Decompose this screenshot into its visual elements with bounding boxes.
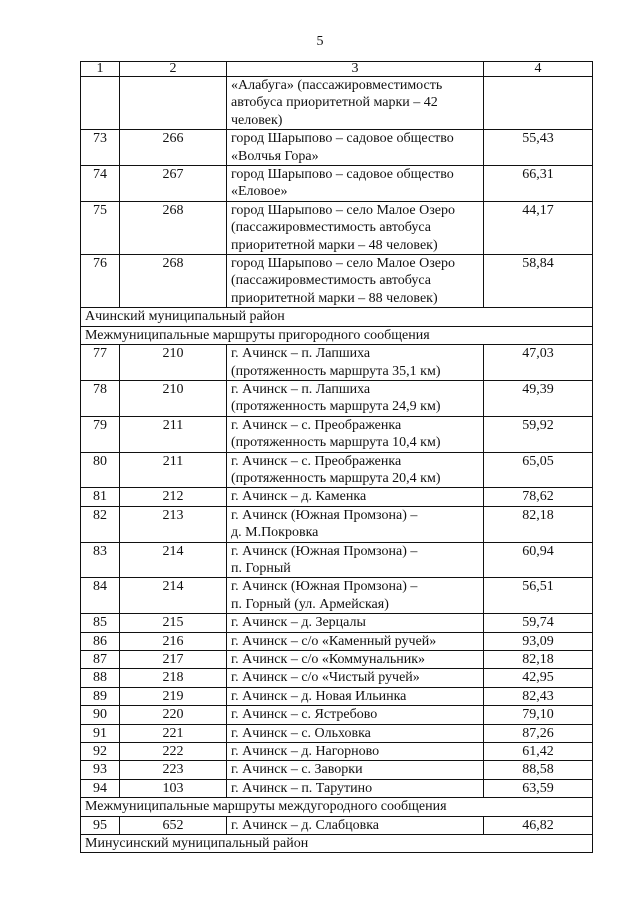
row-number: 92 <box>81 743 120 761</box>
route-number: 217 <box>120 651 227 669</box>
route-name-line: город Шарыпово – село Малое Озеро <box>231 256 455 272</box>
route-name-line: автобуса приоритетной марки – 42 <box>231 95 438 111</box>
section-row <box>81 308 593 326</box>
route-number: 103 <box>120 779 227 797</box>
route-name <box>227 130 484 166</box>
section-title: Минусинский муниципальный район <box>81 835 593 853</box>
table-row <box>81 578 593 614</box>
route-value: 93,09 <box>484 632 593 650</box>
row-number: 82 <box>81 506 120 542</box>
row-number: 81 <box>81 488 120 506</box>
route-value: 59,74 <box>484 614 593 632</box>
route-name-line: «Волчья Гора» <box>231 148 319 164</box>
route-number: 267 <box>120 166 227 202</box>
route-value: 47,03 <box>484 345 593 381</box>
row-number: 79 <box>81 416 120 452</box>
route-name-line: г. Ачинск – с. Ястребово <box>231 707 378 723</box>
table-row <box>81 706 593 724</box>
row-number: 73 <box>81 130 120 166</box>
table-row <box>81 816 593 834</box>
route-name-line: человек) <box>231 112 283 128</box>
route-name-line: город Шарыпово – садовое общество <box>231 167 454 183</box>
route-name <box>227 816 484 834</box>
table-row <box>81 614 593 632</box>
section-title: Ачинский муниципальный район <box>81 308 593 326</box>
route-name-line: г. Ачинск – п. Лапшиха <box>231 381 371 397</box>
route-value: 61,42 <box>484 743 593 761</box>
table-row <box>81 345 593 381</box>
route-name-line: город Шарыпово – село Малое Озеро <box>231 202 455 218</box>
row-number: 89 <box>81 687 120 705</box>
route-name-line: г. Ачинск – с. Ольховка <box>231 725 371 741</box>
route-name-line: (протяженность маршрута 10,4 км) <box>231 435 441 451</box>
row-number: 77 <box>81 345 120 381</box>
route-number: 652 <box>120 816 227 834</box>
route-name-line: г. Ачинск – с/о «Каменный ручей» <box>231 633 437 649</box>
route-number: 223 <box>120 761 227 779</box>
route-name-line: д. М.Покровка <box>231 525 319 541</box>
route-value: 58,84 <box>484 255 593 308</box>
route-value: 44,17 <box>484 201 593 254</box>
route-value: 87,26 <box>484 724 593 742</box>
routes-table-body <box>81 62 593 853</box>
page-number: 5 <box>316 34 324 49</box>
route-value: 66,31 <box>484 166 593 202</box>
route-name-line: г. Ачинск – п. Тарутино <box>231 780 373 796</box>
section-row <box>81 798 593 816</box>
route-name-line: приоритетной марки – 88 человек) <box>231 290 438 306</box>
route-name <box>227 632 484 650</box>
route-name-line: г. Ачинск (Южная Промзона) – <box>231 543 418 559</box>
route-number: 268 <box>120 201 227 254</box>
route-number: 221 <box>120 724 227 742</box>
route-name-line: «Алабуга» (пассажировместимость <box>231 78 443 93</box>
table-row <box>81 542 593 578</box>
row-number: 88 <box>81 669 120 687</box>
route-name <box>227 506 484 542</box>
route-name-line: г. Ачинск (Южная Промзона) – <box>231 579 418 595</box>
route-value: 82,18 <box>484 506 593 542</box>
row-number: 95 <box>81 816 120 834</box>
section-row <box>81 326 593 344</box>
route-value: 49,39 <box>484 380 593 416</box>
table-row <box>81 255 593 308</box>
route-value: 60,94 <box>484 542 593 578</box>
section-title: Межмуниципальные маршруты пригородного сообщения <box>81 326 593 344</box>
route-number: 212 <box>120 488 227 506</box>
route-name <box>227 614 484 632</box>
header-cell: 4 <box>484 62 593 77</box>
header-cell: 2 <box>120 62 227 77</box>
row-number: 86 <box>81 632 120 650</box>
route-value: 42,95 <box>484 669 593 687</box>
table-row <box>81 669 593 687</box>
route-number: 220 <box>120 706 227 724</box>
route-number: 218 <box>120 669 227 687</box>
header-cell: 1 <box>81 62 120 77</box>
row-number: 94 <box>81 779 120 797</box>
route-number: 211 <box>120 416 227 452</box>
route-name <box>227 452 484 488</box>
route-name-line: г. Ачинск – с/о «Коммунальник» <box>231 652 425 667</box>
route-name-line: (протяженность маршрута 24,9 км) <box>231 399 441 415</box>
table-row <box>81 687 593 705</box>
route-name <box>227 201 484 254</box>
route-name-line: г. Ачинск – д. Новая Ильинка <box>231 688 407 704</box>
route-name-line: город Шарыпово – садовое общество <box>231 131 454 147</box>
table-header-row <box>81 62 593 77</box>
route-name-line: г. Ачинск – с. Заворки <box>231 762 363 778</box>
route-name <box>227 255 484 308</box>
table-row <box>81 724 593 742</box>
table-row <box>81 452 593 488</box>
route-name-line: г. Ачинск – п. Лапшиха <box>231 346 371 362</box>
table-row <box>81 651 593 669</box>
route-name-line: г. Ачинск (Южная Промзона) – <box>231 507 418 523</box>
route-name-line: (протяженность маршрута 35,1 км) <box>231 363 441 379</box>
route-number: 266 <box>120 130 227 166</box>
route-name <box>227 706 484 724</box>
header-cell: 3 <box>227 62 484 77</box>
route-name <box>227 488 484 506</box>
table-row <box>81 632 593 650</box>
route-value: 88,58 <box>484 761 593 779</box>
route-name-line: г. Ачинск – д. Нагорново <box>231 744 380 760</box>
section-row <box>81 835 593 853</box>
route-value <box>484 77 593 130</box>
route-name <box>227 687 484 705</box>
route-name-line: «Еловое» <box>231 184 288 200</box>
route-name-line: (пассажировместимость автобуса <box>231 220 431 236</box>
route-name <box>227 669 484 687</box>
table-row <box>81 201 593 254</box>
route-name-line: г. Ачинск – д. Слабцовка <box>231 817 380 833</box>
row-number: 74 <box>81 166 120 202</box>
route-number: 222 <box>120 743 227 761</box>
route-name-line: г. Ачинск – д. Зерцалы <box>231 615 366 631</box>
route-name-line: г. Ачинск – с/о «Чистый ручей» <box>231 670 420 686</box>
route-name <box>227 724 484 742</box>
row-number: 83 <box>81 542 120 578</box>
row-number: 90 <box>81 706 120 724</box>
row-number: 76 <box>81 255 120 308</box>
route-number: 214 <box>120 578 227 614</box>
route-name-line: п. Горный <box>231 560 291 576</box>
route-name-line: г. Ачинск – с. Преображенка <box>231 417 402 433</box>
table-row <box>81 380 593 416</box>
route-value: 46,82 <box>484 816 593 834</box>
route-number: 219 <box>120 687 227 705</box>
row-number: 85 <box>81 614 120 632</box>
route-name <box>227 651 484 669</box>
route-value: 59,92 <box>484 416 593 452</box>
route-number: 215 <box>120 614 227 632</box>
route-name <box>227 779 484 797</box>
route-value: 65,05 <box>484 452 593 488</box>
route-name-line: п. Горный (ул. Армейская) <box>231 596 389 612</box>
table-row <box>81 506 593 542</box>
route-value: 82,18 <box>484 651 593 669</box>
route-number: 214 <box>120 542 227 578</box>
route-value: 79,10 <box>484 706 593 724</box>
table-row <box>81 743 593 761</box>
route-name-line: (протяженность маршрута 20,4 км) <box>231 470 441 486</box>
row-number: 84 <box>81 578 120 614</box>
row-number: 75 <box>81 201 120 254</box>
route-number: 210 <box>120 380 227 416</box>
row-number: 93 <box>81 761 120 779</box>
route-number: 211 <box>120 452 227 488</box>
route-name <box>227 380 484 416</box>
route-value: 55,43 <box>484 130 593 166</box>
route-value: 78,62 <box>484 488 593 506</box>
route-name-line: приоритетной марки – 48 человек) <box>231 237 438 253</box>
route-name-line: г. Ачинск – д. Каменка <box>231 489 367 505</box>
route-name <box>227 77 484 130</box>
table-row <box>81 166 593 202</box>
route-value: 56,51 <box>484 578 593 614</box>
row-number: 78 <box>81 380 120 416</box>
row-number: 91 <box>81 724 120 742</box>
table-row <box>81 77 593 130</box>
table-row <box>81 779 593 797</box>
route-name <box>227 743 484 761</box>
route-value: 63,59 <box>484 779 593 797</box>
route-number: 213 <box>120 506 227 542</box>
table-row <box>81 488 593 506</box>
route-name-line: г. Ачинск – с. Преображенка <box>231 453 402 469</box>
route-name <box>227 578 484 614</box>
table-row <box>81 130 593 166</box>
routes-table <box>80 61 593 853</box>
section-title: Межмуниципальные маршруты междугородного сообщения <box>81 798 593 816</box>
table-row <box>81 761 593 779</box>
route-number: 268 <box>120 255 227 308</box>
route-name <box>227 166 484 202</box>
route-name <box>227 345 484 381</box>
route-name-line: (пассажировместимость автобуса <box>231 273 431 289</box>
route-name <box>227 542 484 578</box>
route-name <box>227 761 484 779</box>
route-number: 210 <box>120 345 227 381</box>
route-name <box>227 416 484 452</box>
route-number <box>120 77 227 130</box>
row-number: 87 <box>81 651 120 669</box>
route-number: 216 <box>120 632 227 650</box>
row-number: 80 <box>81 452 120 488</box>
row-number <box>81 77 120 130</box>
table-row <box>81 416 593 452</box>
route-value: 82,43 <box>484 687 593 705</box>
